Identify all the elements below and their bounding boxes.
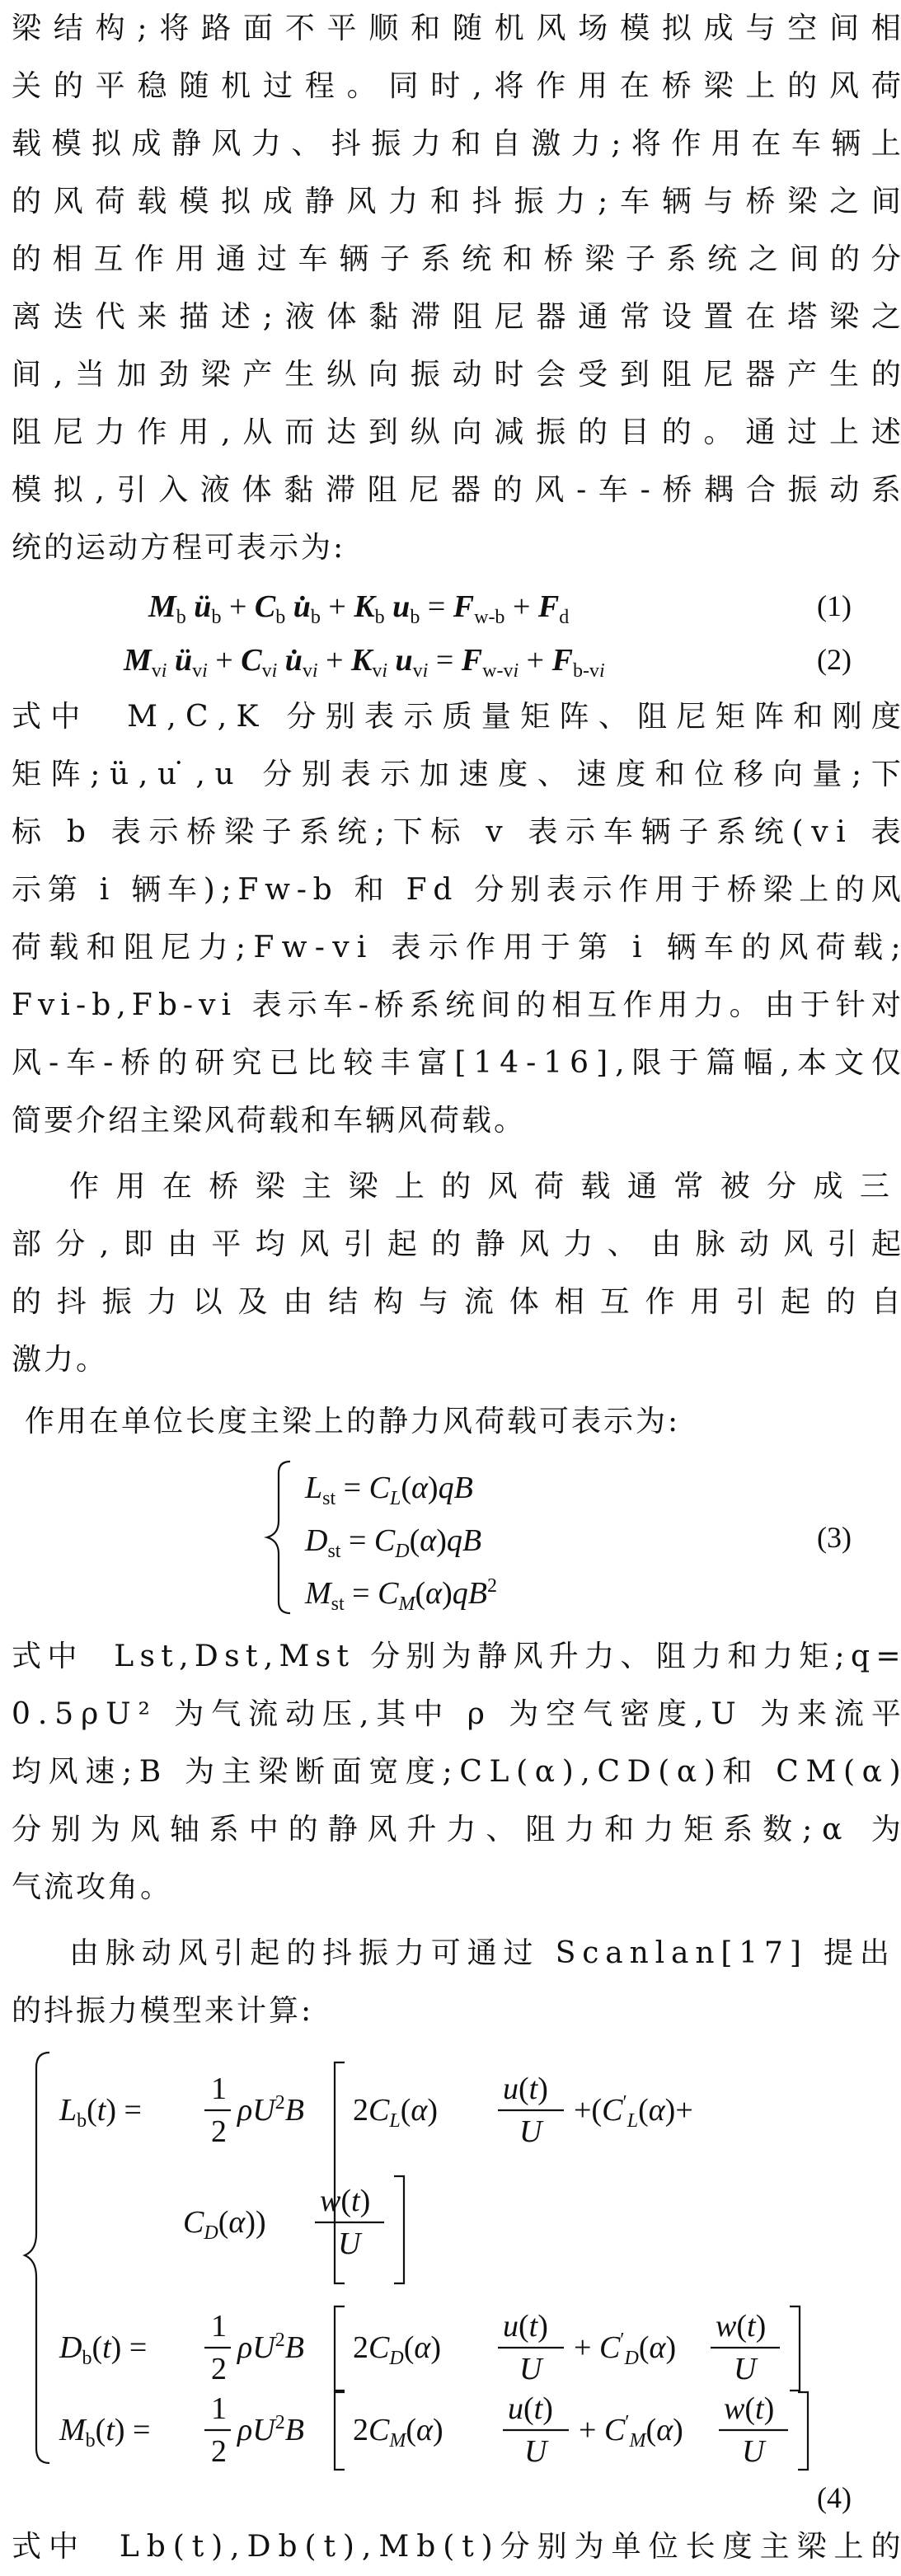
text-line: F v i - b , F b - v i 表 示 车 - 桥 系 统 间 的 相 互 作 用 力 。 由 于 针 对 xyxy=(12,988,901,1022)
equation-2 xyxy=(0,631,901,688)
svg-text:ρU2B: $\rho U^2B$ xyxy=(237,2330,304,2365)
svg-text:2CM(α): $2C_M(\alpha)$ xyxy=(353,2413,443,2452)
svg-text:2CL(α): $2C_L(\alpha)$ xyxy=(353,2093,438,2132)
text-line: 阻 尼 力 作 用 , 从 而 达 到 纵 向 减 振 的 目 的 。 通 过 上 述 xyxy=(12,415,901,449)
equation-number: (4) xyxy=(817,2481,852,2514)
equation-number: (2) xyxy=(817,643,852,676)
svg-text:2: 2 xyxy=(211,2352,227,2386)
text-line: 式 中 L b ( t ) , D b ( t ) , M b ( t ) 分 别 为 单 位 长 度 主 梁 上 的 xyxy=(12,2530,901,2564)
text-line: 激力。 xyxy=(12,1343,109,1377)
svg-text:Mb(t) =: $M_b(t)$ = xyxy=(59,2413,151,2452)
svg-text:U: U xyxy=(519,2352,542,2386)
text-line: 示 第 i 辆 车 ) ; F w - b 和 F d 分 别 表 示 作 用 于 桥 梁 上 的 风 xyxy=(12,873,901,907)
text-line: 离 迭 代 来 描 述 ; 液 体 黏 滞 阻 尼 器 通 常 设 置 在 塔 梁 之 xyxy=(12,300,901,334)
svg-text:w(t): w(t) xyxy=(724,2391,775,2426)
text-line: 均 风 速 ; B 为 主 梁 断 面 宽 度 ; C L ( α ) , C D ( α ) 和 C M ( α ) xyxy=(12,1755,901,1789)
text-line: 式 中 M , C , K 分 别 表 示 质 量 矩 阵 、 阻 尼 矩 阵 和 刚 度 xyxy=(12,700,901,734)
svg-text:u(t): u(t) xyxy=(503,2309,548,2344)
svg-text:u(t): u(t) xyxy=(508,2391,553,2426)
text-line: 0 . 5 ρ U ² 为 气 流 动 压 , 其 中 ρ 为 空 气 密 度 , U 为 来 流 平 xyxy=(12,1697,901,1731)
text-line: 风 - 车 - 桥 的 研 究 已 比 较 丰 富 [ 1 4 - 1 6 ] , 限 于 篇 幅 , 本 文 仅 xyxy=(12,1046,901,1080)
text-line: 气流攻角。 xyxy=(12,1870,173,1904)
svg-text:ρU2B: $\rho U^2B$ xyxy=(237,2092,304,2128)
text-line: 的 抖 振 力 以 及 由 结 构 与 流 体 相 互 作 用 引 起 的 自 xyxy=(12,1285,901,1319)
svg-text:U: U xyxy=(519,2114,542,2149)
svg-text:U: U xyxy=(734,2352,757,2386)
svg-text:1: 1 xyxy=(211,2391,227,2426)
svg-text:u(t): u(t) xyxy=(503,2072,548,2106)
text-line: 式 中 L s t , D s t , M s t 分 别 为 静 风 升 力 、 阻 力 和 力 矩 ; q = xyxy=(12,1640,901,1673)
text-line: 部 分 , 即 由 平 均 风 引 起 的 静 风 力 、 由 脉 动 风 引 起 xyxy=(12,1227,901,1261)
text-line: 由 脉 动 风 引 起 的 抖 振 力 可 通 过 S c a n l a n [ 1 7 ] 提 出 xyxy=(69,1936,889,1970)
svg-text:Db(t) =: $D_b(t)$ = xyxy=(59,2330,148,2369)
svg-text:1: 1 xyxy=(211,2072,227,2106)
svg-text:+(C′L(α)+: $+(C'_L(\alpha)+$ xyxy=(574,2092,693,2132)
text-line: 分 别 为 风 轴 系 中 的 静 风 升 力 、 阻 力 和 力 矩 系 数 ; α 为 xyxy=(12,1813,901,1846)
svg-text:1: 1 xyxy=(211,2309,227,2344)
svg-text:+ C′M(α): + $C'_M(\alpha)$ xyxy=(579,2412,683,2452)
text-line: 的 相 互 作 用 通 过 车 辆 子 系 统 和 桥 梁 子 系 统 之 间 的 分 xyxy=(12,242,901,276)
equation-3 xyxy=(0,1455,901,1620)
svg-text:w(t): w(t) xyxy=(320,2184,371,2218)
svg-text:2: 2 xyxy=(211,2434,227,2469)
text-line: 统的运动方程可表示为: xyxy=(12,531,346,565)
svg-text:Lb(t) =: $L_b(t)$ = xyxy=(59,2093,142,2132)
svg-text:2CD(α): $2C_D(\alpha)$ xyxy=(353,2330,441,2369)
text-line: 的抖振力模型来计算: xyxy=(12,1994,314,2028)
text-line: 作 用 在 桥 梁 主 梁 上 的 风 荷 载 通 常 被 分 成 三 xyxy=(69,1170,889,1204)
text-line: 简要介绍主梁风荷载和车辆风荷载。 xyxy=(12,1104,527,1138)
svg-text:Mst = CM(α)qB2: $M_{st} = C_M(\alpha)qB^2$ xyxy=(305,1575,497,1615)
text-line: 的 风 荷 载 模 拟 成 静 风 力 和 抖 振 力 ; 车 辆 与 桥 梁 之 间 xyxy=(12,185,901,218)
svg-text:+ C′D(α): + $C'_D(\alpha)$ xyxy=(574,2330,677,2369)
text-line: 梁 结 构 ; 将 路 面 不 平 顺 和 随 机 风 场 模 拟 成 与 空 间 相 xyxy=(12,12,901,45)
equation-number: (3) xyxy=(817,1521,852,1554)
equation-4 xyxy=(0,2044,901,2473)
svg-text:Dst = CD(α)qB: $D_{st} = C_D(\alpha)qB$ xyxy=(305,1523,482,1562)
text-line: 荷 载 和 阻 尼 力 ; F w - v i 表 示 作 用 于 第 i 辆 车 的 风 荷 载 ; xyxy=(12,931,901,964)
equation-1 xyxy=(0,577,901,635)
equation-number: (1) xyxy=(817,589,852,622)
svg-text:ρU2B: $\rho U^2B$ xyxy=(237,2412,304,2447)
text-line: 矩 阵 ; ü , u , u 分 别 表 示 加 速 度 、 速 度 和 位 移 向 量 ; 下 xyxy=(12,758,901,791)
text-line: 载 模 拟 成 静 风 力 、 抖 振 力 和 自 激 力 ; 将 作 用 在 车 辆 上 xyxy=(12,127,901,161)
text-line: 模 拟 , 引 入 液 体 黏 滞 阻 尼 器 的 风 - 车 - 桥 耦 合 振 动 系 xyxy=(12,473,901,507)
svg-text:w(t): w(t) xyxy=(716,2309,767,2344)
text-line: 关 的 平 稳 随 机 过 程 。 同 时 , 将 作 用 在 桥 梁 上 的 风 荷 xyxy=(12,69,901,103)
svg-text:Lst = CL(α)qB: $L_{st} = C_L(\alpha)qB$ xyxy=(305,1471,473,1509)
text-line: 作用在单位长度主梁上的静力风荷载可表示为: xyxy=(25,1405,681,1438)
svg-text:U: U xyxy=(524,2434,547,2469)
svg-text:U: U xyxy=(338,2226,361,2261)
svg-text:U: U xyxy=(742,2434,765,2469)
svg-text:Mvi üvi + Cvi u̇vi + Kvi uvi =: $M_{vi}$ $ü_{vi} + C_{vi}$ $u̇_{vi} + K_{vi}$ $u_{vi} = F_{w-vi} + F_{b-vi}$ xyxy=(124,643,605,682)
svg-text:2: 2 xyxy=(211,2114,227,2149)
text-line: 标 b 表 示 桥 梁 子 系 统 ; 下 标 v 表 示 车 辆 子 系 统 ( v i 表 xyxy=(12,815,901,849)
svg-text:CD(α)): $C_D(\alpha)$) xyxy=(183,2205,266,2244)
svg-text:Mb üb + Cb u̇b + Kb ub = Fw-b: $M_b$ $ü_b + C_b$ $u̇_b + K_b$ $u_b = F_{w-b} + F_d$ xyxy=(148,589,570,628)
text-line: 间 , 当 加 劲 梁 产 生 纵 向 振 动 时 会 受 到 阻 尼 器 产 生 的 xyxy=(12,358,901,392)
